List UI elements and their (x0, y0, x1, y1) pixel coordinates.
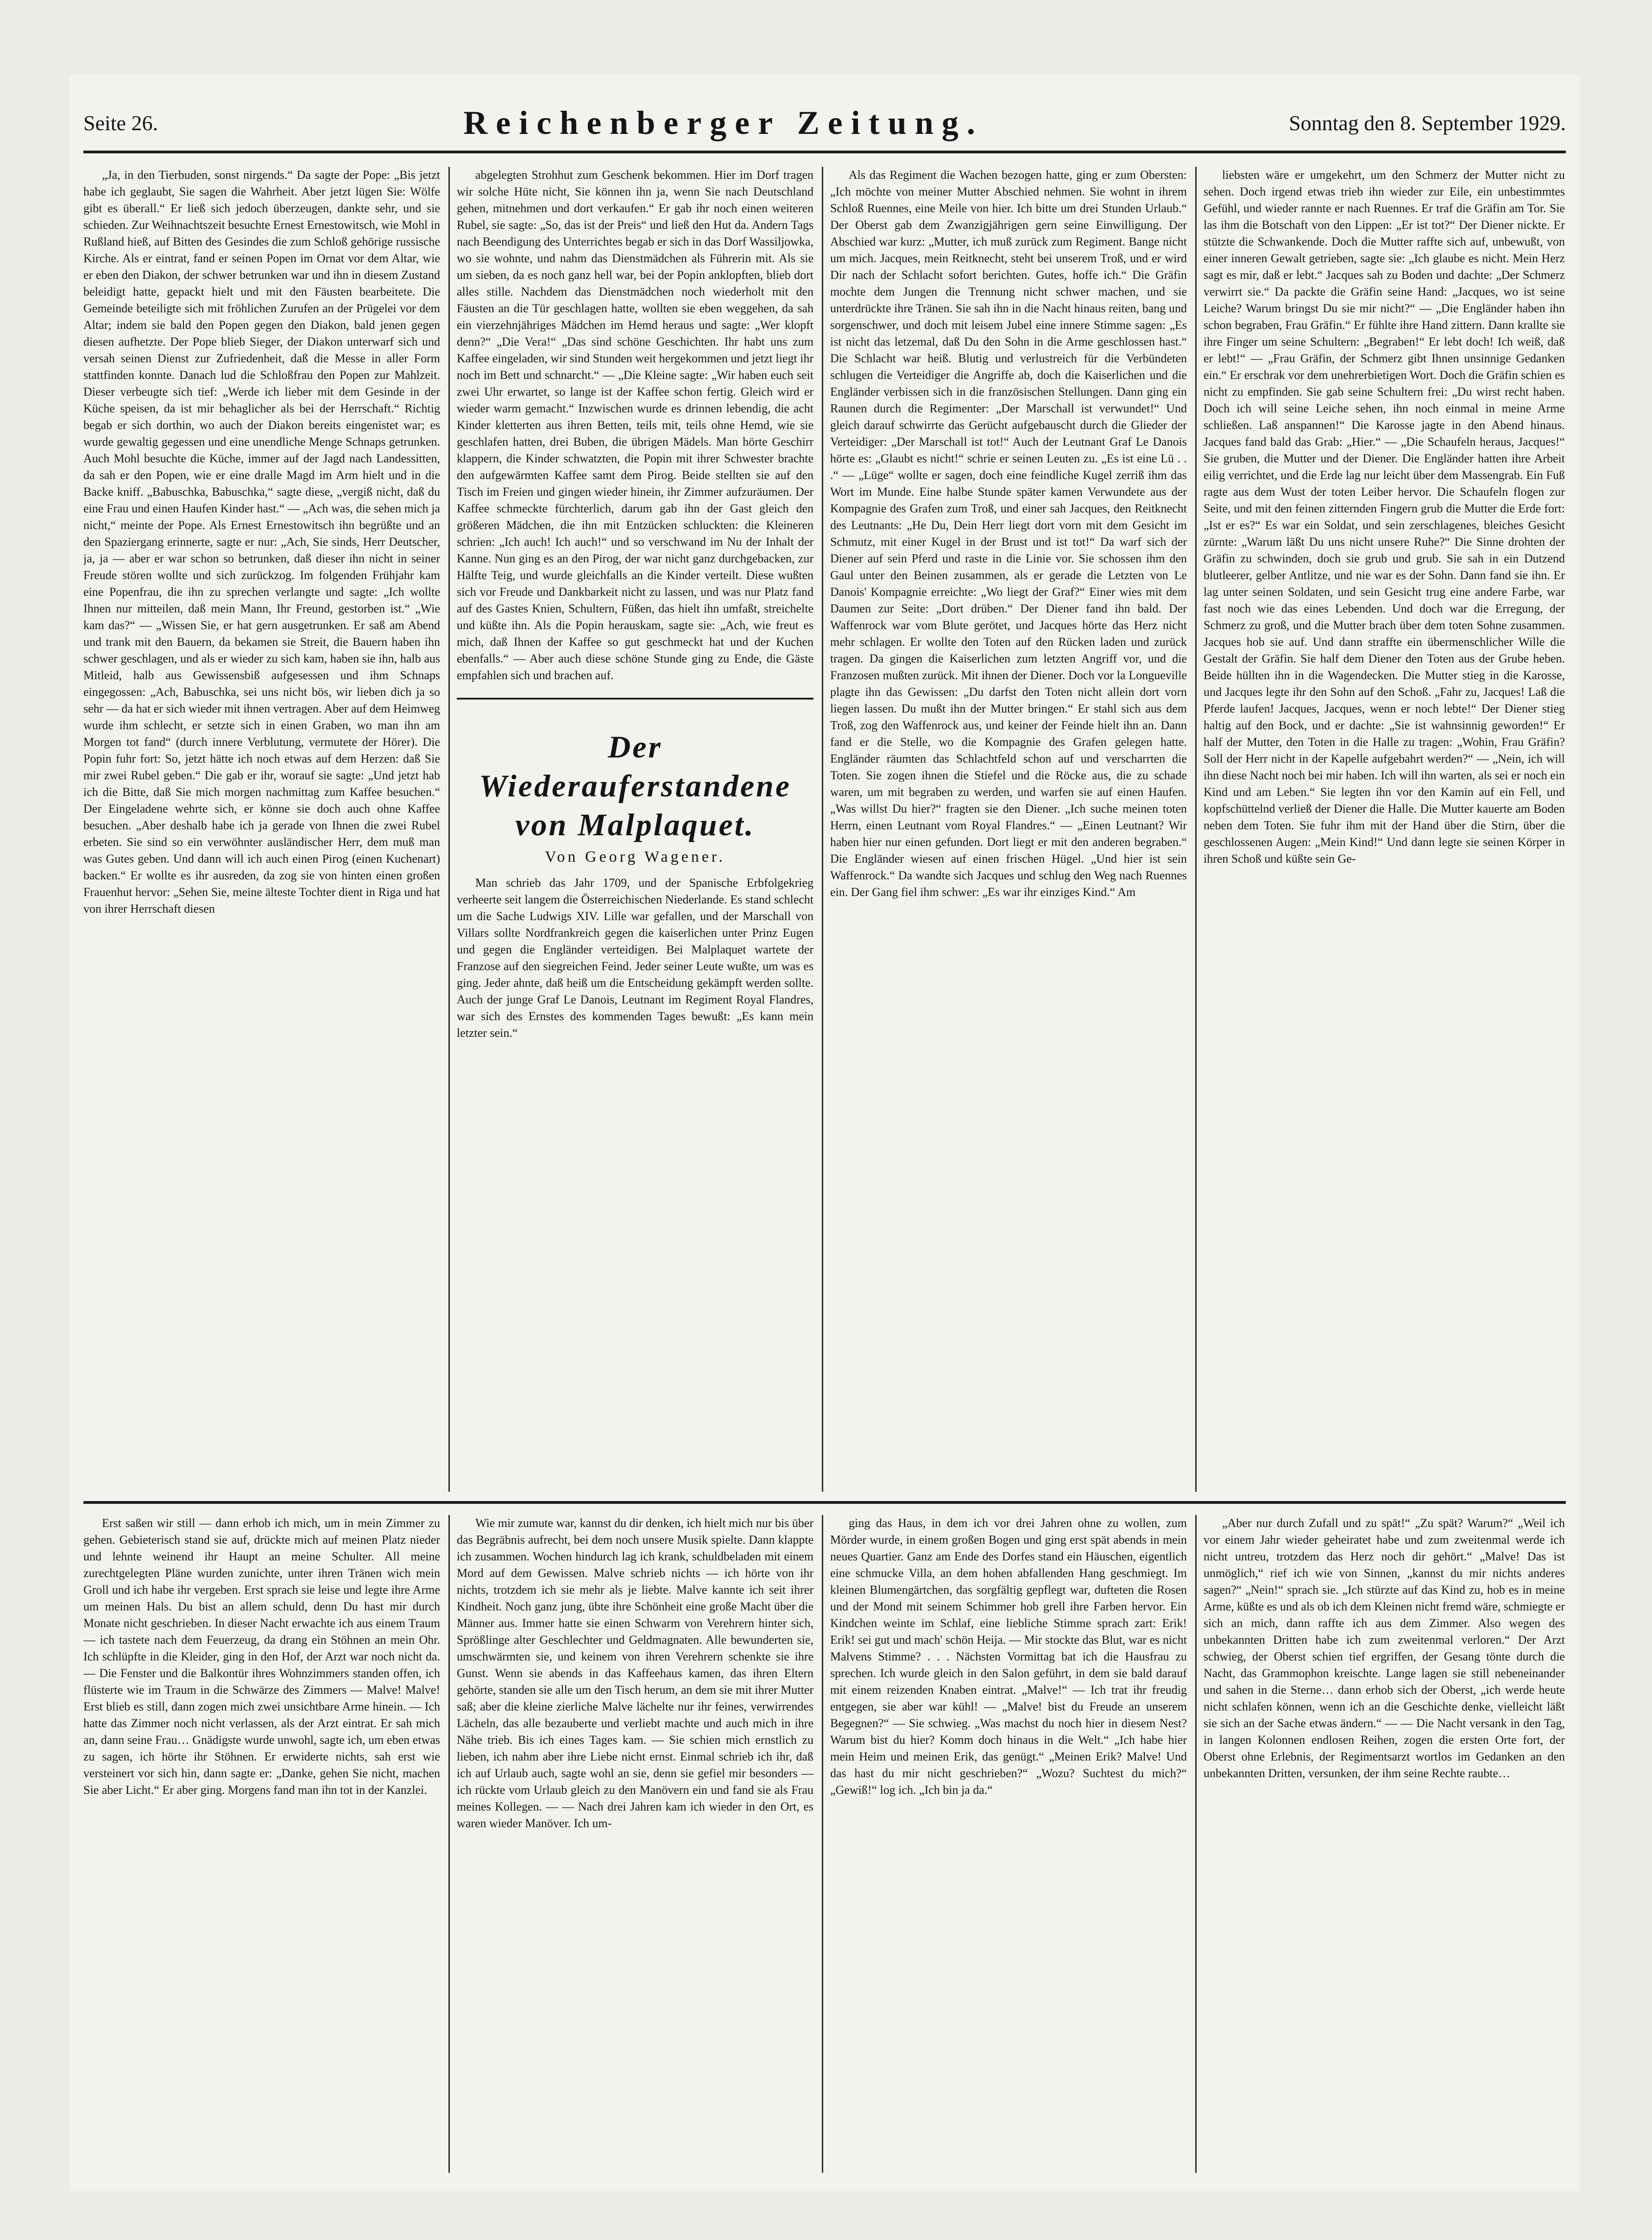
masthead: Reichenberger Zeitung. (463, 104, 984, 141)
story-text: liebsten wäre er umgekehrt, um den Schmerz der Mutter nicht zu sehen. Doch irgend etwas trieb ihn wieder zur Eile, ein unbestimmtes Gefühl, und wieder rannte er nach Ruennes. Er traf die Gräfin am Tor. Sie las ihm die Botschaft von den Lippen: „Er ist tot?“ Der Diener nickte. Er stützte die Schwankende. Doch die Mutter raffte sich auf, unbewußt, von einer inneren Gewalt getrieben, sagte sie: „Ich glaube es nicht. Mein Herz sagt es mir, daß er lebt.“ Jacques sah zu Boden und dachte: „Der Schmerz verwirrt sie.“ Da packte die Gräfin seine Hand: „Jacques, wo ist seine Leiche? Warum bringst Du sie mir nicht?“ — „Die Engländer haben ihn schon begraben, Frau Gräfin.“ Er fühlte ihre Hand zittern. Dann krallte sie ihre Finger um seine Schultern: „Begraben!“ Er lebt doch! Ich weiß, daß er lebt!“ — „Frau Gräfin, der Schmerz gibt Ihnen unsinnige Gedanken ein.“ Er erschrak vor dem unehrerbietigen Wort. Doch die Gräfin schien es nicht zu empfinden. Sie gab seine Schultern frei: „Du wirst recht haben. Doch ich will seine Leiche sehen, ihn noch einmal in meine Arme schließen. Laß anspannen!“ Die Karosse jagte in den Abend hinaus. Jacques fand bald das Grab: „Hier.“ — „Die Schaufeln heraus, Jacques!“ Sie gruben, die Mutter und der Diener. Die Engländer hatten ihre Arbeit eilig verrichtet, und die Erde lag nur leicht über dem Massengrab. Ein Fuß ragte aus dem Wust der toten Leiber hervor. Die Schaufeln flogen zur Seite, und mit den feinen zitternden Fingern grub die Mutter die Erde fort: „Ist er es?“ Es war ein Soldat, und sein zerschlagenes, bleiches Gesicht zürnte: „Warum läßt Du uns nicht unsere Ruhe?“ Die Sinne drohten der Gräfin zu schwinden, doch sie grub und grub. Sie sah in ein Dutzend blutleerer, gelber Antlitze, und nie war es der Sohn. Dann fand sie ihn. Er lag unter seinen Soldaten, und sein Gesicht trug eine andere Farbe, war fast noch wie das eines Lebenden. Und doch war die Erregung, der Schmerz zu groß, und die Mutter brach über dem toten Sohne zusammen. Jacques hob sie auf. Und dann straffte ein übermenschlicher Wille die Gestalt der Gräfin. Sie half dem Diener den Toten aus der Grube heben. Beide hüllten ihn in die Wagendecken. Die Mutter stieg in die Karosse, und Jacques legte ihr den Sohn auf den Schoß. „Fahr zu, Jacques! Laß die Pferde laufen! Jacques, Jacques, wenn er noch lebte!“ Der Diener stieg haltig auf den Bock, und er dachte: „Sie ist wahnsinnig geworden!“ Er half der Mutter, den Toten in die Halle zu tragen: „Wohin, Frau Gräfin? Soll der Herr nicht in der Kapelle aufgebahrt werden?“ — „Nein, ich will ihn diese Nacht noch bei mir haben. Ich will ihn warten, als sei er noch ein Kind und am Leben.“ Sie legten ihn vor den Kamin auf ein Fell, und kopfschüttelnd verließ der Diener die Halle. Die Mutter kauerte am Boden neben dem Toten. Sie fuhr ihm mit der Hand über die Stirn, über die geschlossenen Augen: „Mein Kind!“ Und dann legte sie seinen Körper in ihren Schoß und küßte sein Ge- (1204, 168, 1565, 865)
story-text: Als das Regiment die Wachen bezogen hatte, ging er zum Obersten: „Ich möchte von meiner Mutter Abschied nehmen. Sie wohnt in ihrem Schloß Ruennes, eine Meile von hier. Ich bitte um drei Stunden Urlaub.“ Der Oberst gab dem Zwanzigjährigen gern seine Einwilligung. Der Abschied war kurz: „Mutter, ich muß zurück zum Regiment. Bange nicht um mich. Jacques, mein Reitknecht, steht bei unserem Troß, und er wird Dir nach der Schlacht sofort berichten. Gutes, hoffe ich.“ Die Gräfin mochte dem Jungen die Trennung nicht schwer machen, und sie unterdrückte ihre Tränen. Sie sah ihn in die Nacht hinaus reiten, bang und sorgenschwer, und doch mit leisem Jubel eine innere Stimme sagen: „Es ist nicht das letzemal, daß Du den Sohn in die Arme geschlossen hast.“ Die Schlacht war heiß. Blutig und verlustreich für die Verbündeten schlugen die Verteidiger die Angriffe ab, doch die Kaiserlichen und die Engländer verbissen sich in die französischen Stellungen. Dann ging ein Raunen durch die Regimenter: „Der Marschall ist verwundet!“ Und gleich darauf schwirrte das Gerücht aufgebauscht durch die Glieder der Verteidiger: „Der Marschall ist tot!“ Auch der Leutnant Graf Le Danois hörte es: „Glaubt es nicht!“ schrie er seinen Leuten zu. „Es ist eine Lü . . .“ — „Lüge“ wollte er sagen, doch eine feindliche Kugel zerriß ihm das Wort im Munde. Eine halbe Stunde später kamen Verwundete aus der Kompagnie des Grafen zum Troß, und einer sah Jacques, den Reitknecht des Leutnants: „He Du, Dein Herr liegt dort vorn mit dem Gesicht im Schmutz, mit einer Kugel in der Brust und ist tot!“ Da warf sich der Diener auf sein Pferd und raste in die Linie vor. Sie schossen ihm den Gaul unter den Beinen zusammen, als er gerade die Letzten von Le Danois' Kompagnie erreichte: „Wo liegt der Graf?“ Einer wies mit dem Daumen zur Seite: „Dort drüben.“ Der Diener fand ihn bald. Der Waffenrock war vom Blute gerötet, und Jacques hörte das Herz nicht mehr schlagen. Er wollte den Toten auf den Rücken laden und zurück tragen. Da gingen die Kaiserlichen zum letzten Angriff vor, und die Franzosen mußten zurück. Mit ihnen der Diener. Doch vor la Longueville plagte ihn das Gewissen: „Du darfst den Toten nicht allein dort vorn liegen lassen. Du mußt ihn der Mutter bringen.“ Er stahl sich aus dem Troß, zog den Waffenrock aus, und keiner der Feinde hielt ihn an. Dann fand er die Stelle, wo die Kompagnie des Grafen gelegen hatte. Engländer räumten das Schlachtfeld schon auf und verscharrten die Toten. Sie zogen ihnen die Stiefel und die Röcke aus, die zu schade waren, um mit begraben zu werden, und warfen sie auf einen Haufen. „Was willst Du hier?“ fragten sie den Diener. „Ich suche meinen toten Herrn, einen Leutnant vom Royal Flandres.“ — „Einen Leutnant? Wir haben hier nur einen gefunden. Dort liegt er mit den anderen begraben.“ Die Engländer wiesen auf einen frischen Hügel. „Und hier ist sein Waffenrock.“ Da wandte sich Jacques und schlug den Weg nach Ruennes ein. Der Gang fiel ihm schwer: „Es war ihr einziges Kind.“ Am (830, 168, 1187, 899)
newspaper-page (69, 74, 1580, 2191)
top-column-4 (1204, 167, 1565, 1492)
story-byline: Von Georg Wagener. (545, 848, 725, 865)
article-text: Wie mir zumute war, kannst du dir denken, ich hielt mich nur bis über das Begräbnis aufrecht, bei dem noch unsere Musik spielte. Dann klappte ich zusammen. Wochen hindurch lag ich krank, schuldbeladen mit einem Mord auf dem Gewissen. Malve schrieb nichts — ich hörte von ihr nichts, trotzdem ich sie mehr als je liebte. Malve kannte ich seit ihrer Kindheit. Noch ganz jung, übte ihre Schönheit eine große Macht über die Männer aus. Immer hatte sie einen Schwarm von Verehrern hinter sich, Sprößlinge alter Geschlechter und Geldmagnaten. Alle bewunderten sie, umschwärmten sie, und keinem von ihren Verehrern schenkte sie ihre Gunst. Wenn sie abends in das Kaffeehaus kamen, das ihren Eltern gehörte, standen sie alle um den Tisch herum, an dem sie mit ihrer Mutter saß; aber die kleine zierliche Malve lächelte nur ihr feines, verwirrendes Lächeln, das alle bezauberte und verliebt machte und auch mich in ihre Nähe trieb. Bis ich eines Tages kam. — Sie schien mich ernstlich zu lieben, ich nahm aber ihre Liebe nicht ernst. Einmal schrieb ich ihr, daß ich auf Urlaub auch, sagte wohl an sie, denn sie gefiel mir besonders — ich rückte vom Urlaub gleich zu den Manövern ein und fand sie als Frau meines Kollegen. — — Nach drei Jahren kam ich wieder in den Ort, es waren wieder Manöver. Ich um- (457, 1516, 813, 1830)
column-rule (1195, 1515, 1197, 2173)
article-text: „Ja, in den Tierbuden, sonst nirgends.“ Da sagte der Pope: „Bis jetzt habe ich geglaubt, Sie sagen die Wahrheit. Aber jetzt lügen Sie: Wölfe gibt es überall.“ Er ließ sich jedoch überzeugen, dankte sehr, und sie schieden. Zur Weihnachtszeit besuchte Ernest Ernestowitsch, wie Mohl in Rußland hieß, auf Bitten des Gesindes die zum Schloß gehörige russische Kirche. Als er eintrat, fand er seinen Popen im Ornat vor dem Altar, wie er eben den Diakon, der schwer betrunken war und ihn in diesem Zustand beleidigt hatte, gepackt hielt und mit den Fäusten bearbeitete. Die Gemeinde beteiligte sich mit fröhlichen Zurufen an der Prügelei vor dem Altar; indem sie bald den Popen gegen den Diakon, bald jenen gegen diesen aufhetzte. Der Pope blieb Sieger, der Diakon unterwarf sich und versah seinen Dienst zur Zufriedenheit, daß die Messe in aller Form stattfinden konnte. Danach lud die Schloßfrau den Popen zur Mahlzeit. Dieser verbeugte sich tief: „Werde ich lieber mit dem Gesinde in der Küche speisen, da ist mir behaglicher als bei der Herrschaft.“ Richtig begab er sich dorthin, wo auch der Diakon bereits eingenistet war; es wurde gewaltig gegessen und eine unendliche Menge Schnaps getrunken. Auch Mohl besuchte die Küche, immer auf der Jagd nach Landessitten, da sah er den Popen, wie er eine dralle Magd im Arm hielt und in die Backe kniff. „Babuschka, Babuschka,“ sagte diese, „vergiß nicht, daß du eine Frau und einen Haufen Kinder hast.“ — „Ach was, die sehen mich ja nicht,“ meinte der Pope. Als Ernest Ernestowitsch ihn begrüßte und an den Spaziergang erinnerte, sagte er nur: „Ach, Sie sinds, Herr Deutscher, ja, ja — aber er war schon so betrunken, daß dieser ihn nicht in seiner Freude stören wollte und sich zurückzog. Im folgenden Frühjahr kam eine Popenfrau, die ihn zu sprechen verlangte und sagte: „Ich wollte Ihnen nur mitteilen, daß mein Mann, Ihr Freund, gestorben ist.“ „Wie kam das?“ — „Wissen Sie, er hat gern ausgetrunken. Er saß am Abend und trank mit den Bauern, da bekamen sie Streit, die Bauern haben ihn schwer geschlagen, und als er wieder zu sich kam, haben sie ihn, halb aus Mitleid, halb aus Gewissensbiß aufgesessen und ihm Schnaps eingegossen: „Ach, Babuschka, sei uns nicht bös, wir lieben dich ja so sehr — da hat er sich wieder mit ihnen vertragen. Aber auf dem Heimweg wurde ihm schlecht, er setzte sich in einen Graben, wo man ihn am Morgen tot fand“ (durch innere Verblutung, vermutete der Hörer). Die Popin fuhr fort: So, jetzt hätte ich noch etwas auf dem Herzen: daß Sie mir zwei Rubel geben.“ Die gab er ihr, worauf sie sagte: „Und jetzt hab ich die Bitte, daß Sie mich morgen nachmittag zum Kaffee besuchen.“ Der Eingeladene wehrte sich, er könne sie doch auch ohne Kaffee besuchen. „Aber deshalb habe ich ja gerade von Ihnen die zwei Rubel erbeten. Sie sind so ein verwöhnter ausländischer Herr, dem muß man was Gutes geben. Und dann will ich auch einen Pirog (einen Kuchenart) backen.“ Er wollte es ihr ausreden, da zog sie von hinten einen großen Frauenhut hervor: „Sehen Sie, meine älteste Tochter dient in Riga und hat von ihrer Herrschaft diesen (83, 168, 440, 915)
top-column-2 (457, 167, 813, 1492)
column-rule (448, 1515, 450, 2173)
bottom-column-4 (1204, 1515, 1565, 2173)
page-number: Seite 26. (83, 111, 158, 135)
article-text: „Aber nur durch Zufall und zu spät!“ „Zu spät? Warum?“ „Weil ich vor einem Jahr wieder geheiratet habe und zum zweitenmal werde ich nicht untreu, trotzdem das Herz noch dir gehört.“ „Malve! Das ist unmöglich,“ rief ich wie von Sinnen, „kannst du mir nichts anderes sagen?“ „Nein!“ sprach sie. „Ich stürzte auf das Kind zu, hob es in meine Arme, küßte es und als ob ich dem Kleinen nicht fremd wäre, schmiegte er sich an mich, dann raffte ich aus dem Zimmer. Also wegen des unbekannten Dritten habe ich zum zweitenmal verloren.“ Der Arzt schwieg, der Oberst schien tief ergriffen, der Gesang tönte durch die Nacht, das Grammophon kreischte. Lange lagen sie still nebeneinander und sahen in die Sterne… dann erhob sich der Oberst, „ich werde heute nicht schlafen können, wenn ich an die Geschichte denke, vielleicht läßt sie sich an der Sache etwas ändern.“ — — Die Nacht versank in den Tag, in langen Kolonnen endlosen Reihen, zogen die ersten Orte fort, der Oberst ohne Erlebnis, der Regimentsarzt wortlos im Gedanken an den unbekannten Dritten, versunken, der ihm seine Rechte raubte… (1204, 1516, 1565, 1780)
bottom-column-1 (83, 1515, 440, 2173)
story-separator (457, 698, 813, 700)
page-header (83, 95, 1566, 153)
column-rule (1195, 167, 1197, 1492)
bottom-column-2 (457, 1515, 813, 2173)
section-rule (83, 1501, 1566, 1504)
column-rule (822, 1515, 823, 2173)
article-text: abgelegten Strohhut zum Geschenk bekommen. Hier im Dorf tragen wir solche Hüte nicht, Sie können ihn ja, wenn Sie nach Deutschland gehen, mitnehmen und dort verkaufen.“ Er gab ihr noch einen weiteren Rubel, sie sagte: „So, das ist der Preis“ und ließ den Hut da. Andern Tags nach Beendigung des Unterrichtes begab er sich in das Dorf Wassiljowka, wo sie wohnte, und nahm das Dienstmädchen als Führerin mit. Als sie um sieben, da es noch ganz hell war, bei der Popin anklopften, blieb dort alles stille. Nachdem das Dienstmädchen noch wiederholt mit den Fäusten an die Tür geschlagen hatte, wollten sie eben weggehen, da sah ein vierzehnjähriges Mädchen im Hemd heraus und sagte: „Wer klopft denn?“ „Die Vera!“ „Das sind schöne Geschichten. Ihr habt uns zum Kaffee eingeladen, wir sind Stunden weit hergekommen und jetzt liegt ihr noch im Bett und schnarcht.“ — „Die Kleine sagte: „Wir haben euch seit zwei Uhr erwartet, so lange ist der Kaffee schon fertig. Gleich wird er wieder warm gemacht.“ Inzwischen wurde es drinnen lebendig, die acht Kinder kletterten aus ihren Betten, teils mit, teils ohne Hemd, wie sie geschlafen hatten, drei Buben, die übrigen Mädels. Man hörte Geschirr klappern, die Kinder schwatzten, die Popin mit ihrer Schwester brachte den aufgewärmten Kaffee samt dem Pirog. Beide stellten sie auf den Tisch im Freien und gingen wieder hinein, ihr Zimmer aufzuräumen. Der Kaffee schmeckte fürchterlich, darum gab ihn der Gast gleich den größeren Mädchen, die ihn mit Entzücken schluckten: die Kleineren schrien: „Ich auch! Ich auch!“ und so verschwand im Nu der Inhalt der Kanne. Nun ging es an den Pirog, der war nicht ganz durchgebacken, zur Hälfte Teig, und wurde gleichfalls an die Kinder verteilt. Diese wußten sich vor Freude und Dankbarkeit nicht zu lassen, und was nur Platz fand auf des Gastes Knien, Schultern, Füßen, das hielt ihn umfaßt, streichelte und küßte ihn. Als die Popin herauskam, sagte sie: „Ach, wie freut es mich, daß Ihnen der Kaffee so gut geschmeckt hat und der Kuchen ebenfalls.“ — Aber auch diese schöne Stunde ging zu Ende, die Gäste empfahlen sich und brachen auf. (457, 168, 813, 682)
column-rule (448, 167, 450, 1492)
story-text: Man schrieb das Jahr 1709, und der Spanische Erbfolgekrieg verheerte seit langem die Österreichischen Niederlande. Es stand schlecht um die Sache Ludwigs XIV. Lille war gefallen, und der Marschall von Villars sollte Nordfrankreich gegen die kaiserlichen unter Prinz Eugen und gegen die Engländer verteidigen. Bei Malplaquet wartete der Franzose auf den siegreichen Feind. Jeder seiner Leute wußte, um was es ging. Jeder ahnte, daß heiß um die Entscheidung gekämpft werden sollte. Auch der junge Graf Le Danois, Leutnant im Regiment Royal Flandres, war sich des Ernstes des kommenden Tages bewußt: „Es kann mein letzter sein.“ (457, 876, 813, 1040)
article-text: ging das Haus, in dem ich vor drei Jahren ohne zu wollen, zum Mörder wurde, in einem großen Bogen und ging erst spät abends in mein neues Quartier. Ganz am Ende des Dorfes stand ein Häuschen, eigentlich eine schmucke Villa, an dem hohen abfallenden Hang geschmiegt. Im kleinen Blumengärtchen, das sorgfältig gepflegt war, dufteten die Rosen und der Mond mit seinem Schimmer hob grell ihre Farben hervor. Ein Kindchen weinte im Schlaf, eine liebliche Stimme sprach zart: Erik! Erik! sei gut und mach' schön Heija. — Mir stockte das Blut, war es nicht Malvens Stimme? . . . Nächsten Vormittag bat ich die Hausfrau zu sprechen. Ich wurde gleich in den Salon geführt, in dem sie bald darauf mit einem reizenden Knaben eintrat. „Malve!“ — Ich trat ihr freudig entgegen, sie aber war kühl! — „Malve! bist du Freude an unserem Begegnen?“ — Sie schwieg. „Was machst du noch hier in diesem Nest? Warum bist du hier? Komm doch hinaus in die Welt.“ „Ich habe hier mein Heim und meinen Erik, das genügt.“ „Meinen Erik? Malve! Und das hast du mir nicht geschrieben?“ „Wozu? Suchtest du mich?“ „Gewiß!“ log ich. „Ich bin ja da.“ (830, 1516, 1187, 1797)
column-rule (822, 167, 823, 1492)
article-text: Erst saßen wir still — dann erhob ich mich, um in mein Zimmer zu gehen. Gebieterisch stand sie auf, drückte mich auf meinen Platz nieder und lehnte weinend ihr Haupt an meine Schulter. All meine zurechtgelegten Pläne wurden zunichte, unter ihren Tränen wich mein Groll und ich habe ihr vergeben. Erst sprach sie leise und legte ihre Arme um meinen Hals. Du bist an allem schuld, denn Du hast mir durch Monate nicht geschrieben. In dieser Nacht erwachte ich aus einem Traum — ich tastete nach dem Feuerzeug, da drang ein Stöhnen an mein Ohr. Ich schlüpfte in die Kleider, ging in den Hof, der Arzt war noch nicht da. — Die Fenster und die Balkontür ihres Wohnzimmers standen offen, ich flüsterte wie im Traum in die Schwärze des Zimmers — Malve! Malve! Erst blieb es still, dann zogen mich zwei unsichtbare Arme hinein. — Ich hatte das Zimmer noch nicht verlassen, als der Arzt eintrat. Er sah mich an, dann seine Frau… Gnädigste wurde unwohl, sagte ich, um eben etwas zu sagen, ich hörte ihr Stöhnen. Er erwiderte nichts, sah erst wie versteinert vor sich hin, dann sagte er: „Danke, gehen Sie nicht, machen Sie aber Licht.“ Er aber ging. Morgens fand man ihn tot in der Kanzlei. (83, 1516, 440, 1797)
story-title: Der Wiederauferstandene von Malplaquet. (479, 729, 792, 842)
top-column-1 (83, 167, 440, 1492)
top-column-3 (830, 167, 1187, 1492)
bottom-column-3 (830, 1515, 1187, 2173)
issue-date: Sonntag den 8. September 1929. (1289, 111, 1566, 135)
